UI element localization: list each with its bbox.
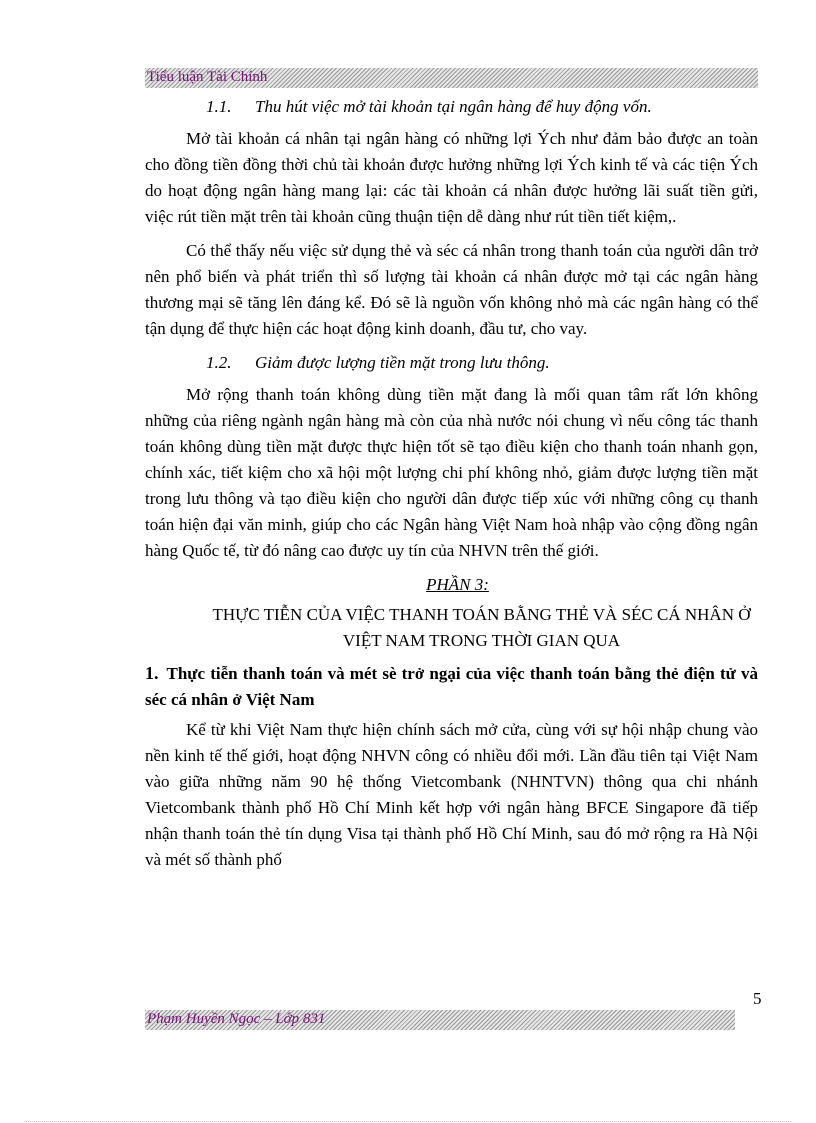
footer-band	[145, 1010, 735, 1030]
subsection-heading-1-1	[145, 94, 758, 120]
subsection-number: 1.2.	[206, 353, 232, 372]
section-heading-1	[145, 660, 758, 713]
section-title: Thực tiễn thanh toán và mét sè trở ngại của việc thanh toán bằng thẻ điện tử và séc cá nhân ở Việt Nam	[145, 664, 758, 709]
document-body	[145, 92, 758, 881]
paragraph-3: Mở rộng thanh toán không dùng tiền mặt đang là mối quan tâm rất lớn không những của riêng ngành ngân hàng mà còn của nhà nước nói chung vì nếu công tác thanh toán không dùng tiền mặt được thực hiện tốt sẽ tạo điều kiện cho thanh toán nhanh gọn, chính xác, tiết kiệm cho xã hội một lượng chi phí không nhỏ, giảm được lượng tiền mặt trong lưu thông và tạo điều kiện cho người dân được tiếp xúc với những công cụ thanh toán hiện đại văn minh, giúp cho các Ngân hàng Việt Nam hoà nhập vào cộng đồng ngân hàng Quốc tế, từ đó nâng cao được uy tín của NHVN trên thế giới.	[145, 385, 758, 560]
page-bottom-rule	[25, 1121, 791, 1122]
subsection-heading-1-2	[145, 350, 758, 376]
subsection-title: Thu hút việc mở tài khoản tại ngân hàng để huy động vốn.	[255, 97, 652, 116]
paragraph-2: Có thể thấy nếu việc sử dụng thẻ và séc cá nhân trong thanh toán của người dân trở nên phổ biến và phát triển thì số lượng tài khoản cá nhân được mở tại các ngân hàng thương mại sẽ tăng lên đáng kể. Đó sẽ là nguồn vốn không nhỏ mà các ngân hàng có thể tận dụng để thực hiện các hoạt động kinh doanh, đầu tư, cho vay.	[145, 241, 758, 338]
page-number: 5	[753, 989, 762, 1008]
footer-author: Phạm Huyền Ngọc – Lớp 831	[147, 1011, 326, 1027]
subsection-number: 1.1.	[206, 97, 232, 116]
part-title: PHẦN 3:	[426, 575, 489, 594]
header-title: Tiểu luận Tài Chính	[147, 69, 268, 85]
paragraph-4: Kể từ khi Việt Nam thực hiện chính sách mở cửa, cùng với sự hội nhập chung vào nền kinh tế thế giới, hoạt động NHVN công có nhiều đổi mới. Lần đầu tiên tại Việt Nam vào giữa những năm 90 hệ thống Vietcombank (NHNTVN) thông qua chi nhánh Vietcombank thành phố Hồ Chí Minh kết hợp với ngân hàng BFCE Singapore đã tiếp nhận thanh toán thẻ tín dụng Visa tại thành phố Hồ Chí Minh, sau đó mở rộng ra Hà Nội và mét số thành phố	[145, 720, 758, 869]
subsection-title: Giảm được lượng tiền mặt trong lưu thông.	[255, 353, 550, 372]
section-number: 1.	[145, 663, 159, 683]
chapter-title: THỰC TIỄN CỦA VIỆC THANH TOÁN BẰNG THẺ VÀ SÉC CÁ NHÂN Ở VIỆT NAM TRONG THỜI GIAN QUA	[212, 605, 751, 650]
paragraph-1: Mở tài khoản cá nhân tại ngân hàng có những lợi Ých như đảm bảo được an toàn cho đồng tiền đồng thời chủ tài khoản được hưởng những lợi Ých kinh tế và các tiện Ých do hoạt động ngân hàng mang lại: các tài khoản cá nhân được hưởng lãi suất tiền gửi, việc rút tiền mặt trên tài khoản cũng thuận tiện dễ dàng như rút tiền tiết kiệm,.	[145, 129, 758, 226]
header-band	[145, 68, 758, 88]
